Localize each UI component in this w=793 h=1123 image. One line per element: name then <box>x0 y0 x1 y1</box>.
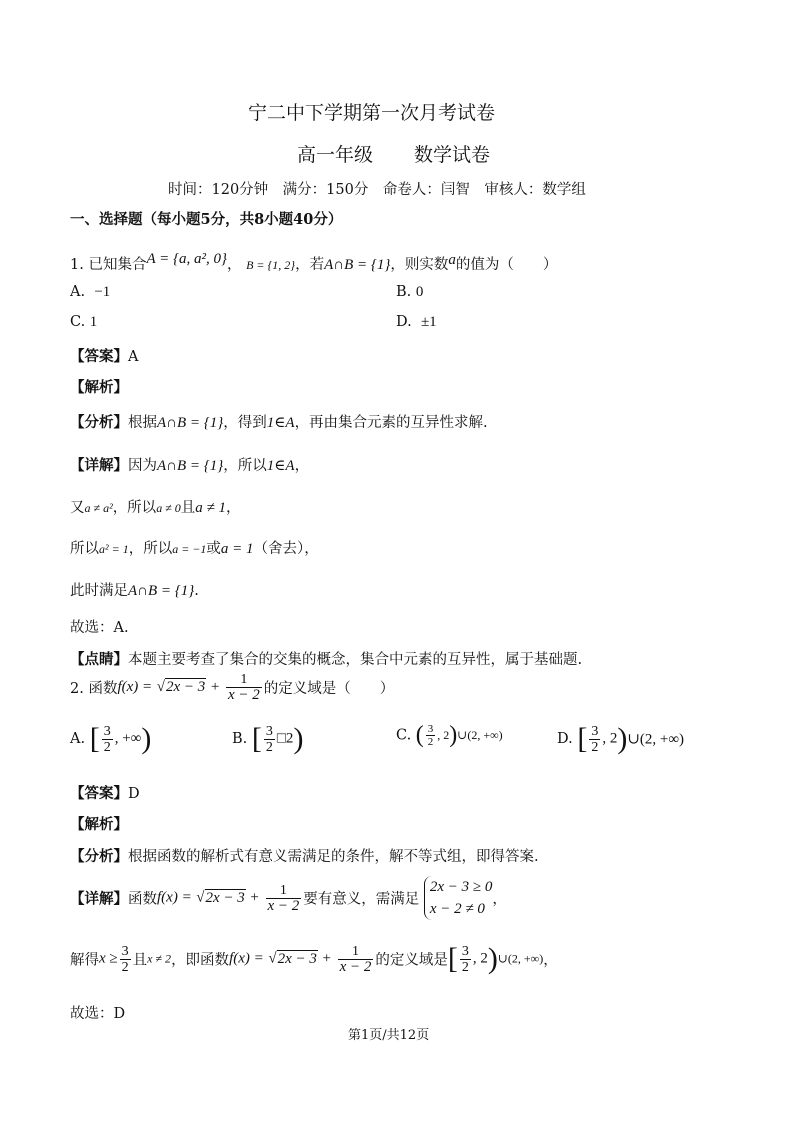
q1-line4: 此时满足A∩B = {1}. <box>70 583 199 599</box>
q2-option-c: C. ( $\frac{3}{2}$ , 2)∪(2, +∞) <box>396 722 503 748</box>
q1-line3: 所以a² = 1，所以a = −1或a = 1（舍去）， <box>70 541 319 557</box>
q1-option-a: A. −1 <box>70 284 111 300</box>
q1-line2: 又a ≠ a²，所以a ≠ 0且a ≠ 1， <box>70 500 241 516</box>
q2-analysis-tag: 【解析】 <box>70 816 128 833</box>
q1-option-d: D. ±1 <box>396 314 437 330</box>
q1-option-b: B. 0 <box>396 284 424 300</box>
q1-choose: 故选：A. <box>70 620 129 636</box>
q2-choose: 故选：D <box>70 1006 126 1022</box>
q1-stem: 1. 已知集合A = {a, a², 0}， B = {1, 2}，若A∩B = {1}，则实数a的值为（ ） <box>70 251 558 273</box>
q2-option-b: B. [ $\frac{3}{2}$ □2) <box>232 722 304 755</box>
exam-info: 时间：120分钟 满分：150分 命卷人：闫智 审核人：数学组 <box>168 182 586 198</box>
q1-fenxi: 【分析】根据A∩B = {1}，得到1∈A，再由集合元素的互异性求解. <box>70 414 488 431</box>
grade-label: 高一年级 <box>297 144 374 166</box>
q2-xiangjie: 【详解】函数f(x) = √2x − 3 + $\frac{1}{x - 2}$ 要有意义，需满足 2x − 3 ≥ 0 x − 2 ≠ 0 ， <box>70 876 507 920</box>
q1-analysis-tag: 【解析】 <box>70 379 128 396</box>
q1-answer: 【答案】A <box>70 348 139 365</box>
q2-fenxi: 【分析】根据函数的解析式有意义需满足的条件，解不等式组，即得答案. <box>70 848 539 865</box>
page-number: 第1页/共12页 <box>348 1028 430 1043</box>
q1-dianjing: 【点睛】本题主要考查了集合的交集的概念，集合中元素的互异性，属于基础题. <box>70 651 583 668</box>
exam-title: 宁二中下学期第一次月考试卷 <box>248 102 496 124</box>
subject-label: 数学试卷 <box>414 144 491 166</box>
q2-solution: 解得x ≥ $\frac{3}{2}$ 且x ≠ 2，即函数f(x) = √2x − 3 + $\frac{1}{x - 2}$ 的定义域是[ $\frac{3}{2}$ , 2)∪(2, +∞)， <box>70 942 558 975</box>
q1-xiangjie: 【详解】因为A∩B = {1}，所以1∈A， <box>70 457 310 474</box>
q2-answer: 【答案】D <box>70 785 140 802</box>
section-heading: 一、选择题（每小题5分，共8小题40分） <box>70 211 343 228</box>
q2-option-a: A. [ $\frac{3}{2}$ , +∞) <box>70 722 152 755</box>
q2-stem: 2. 函数f(x) = √2x − 3 + $\frac{1}{x - 2}$ 的定义域是（ ） <box>70 672 395 703</box>
q2-option-d: D. [ $\frac{3}{2}$ , 2)∪(2, +∞) <box>557 722 685 755</box>
q1-option-c: C. 1 <box>70 314 98 330</box>
